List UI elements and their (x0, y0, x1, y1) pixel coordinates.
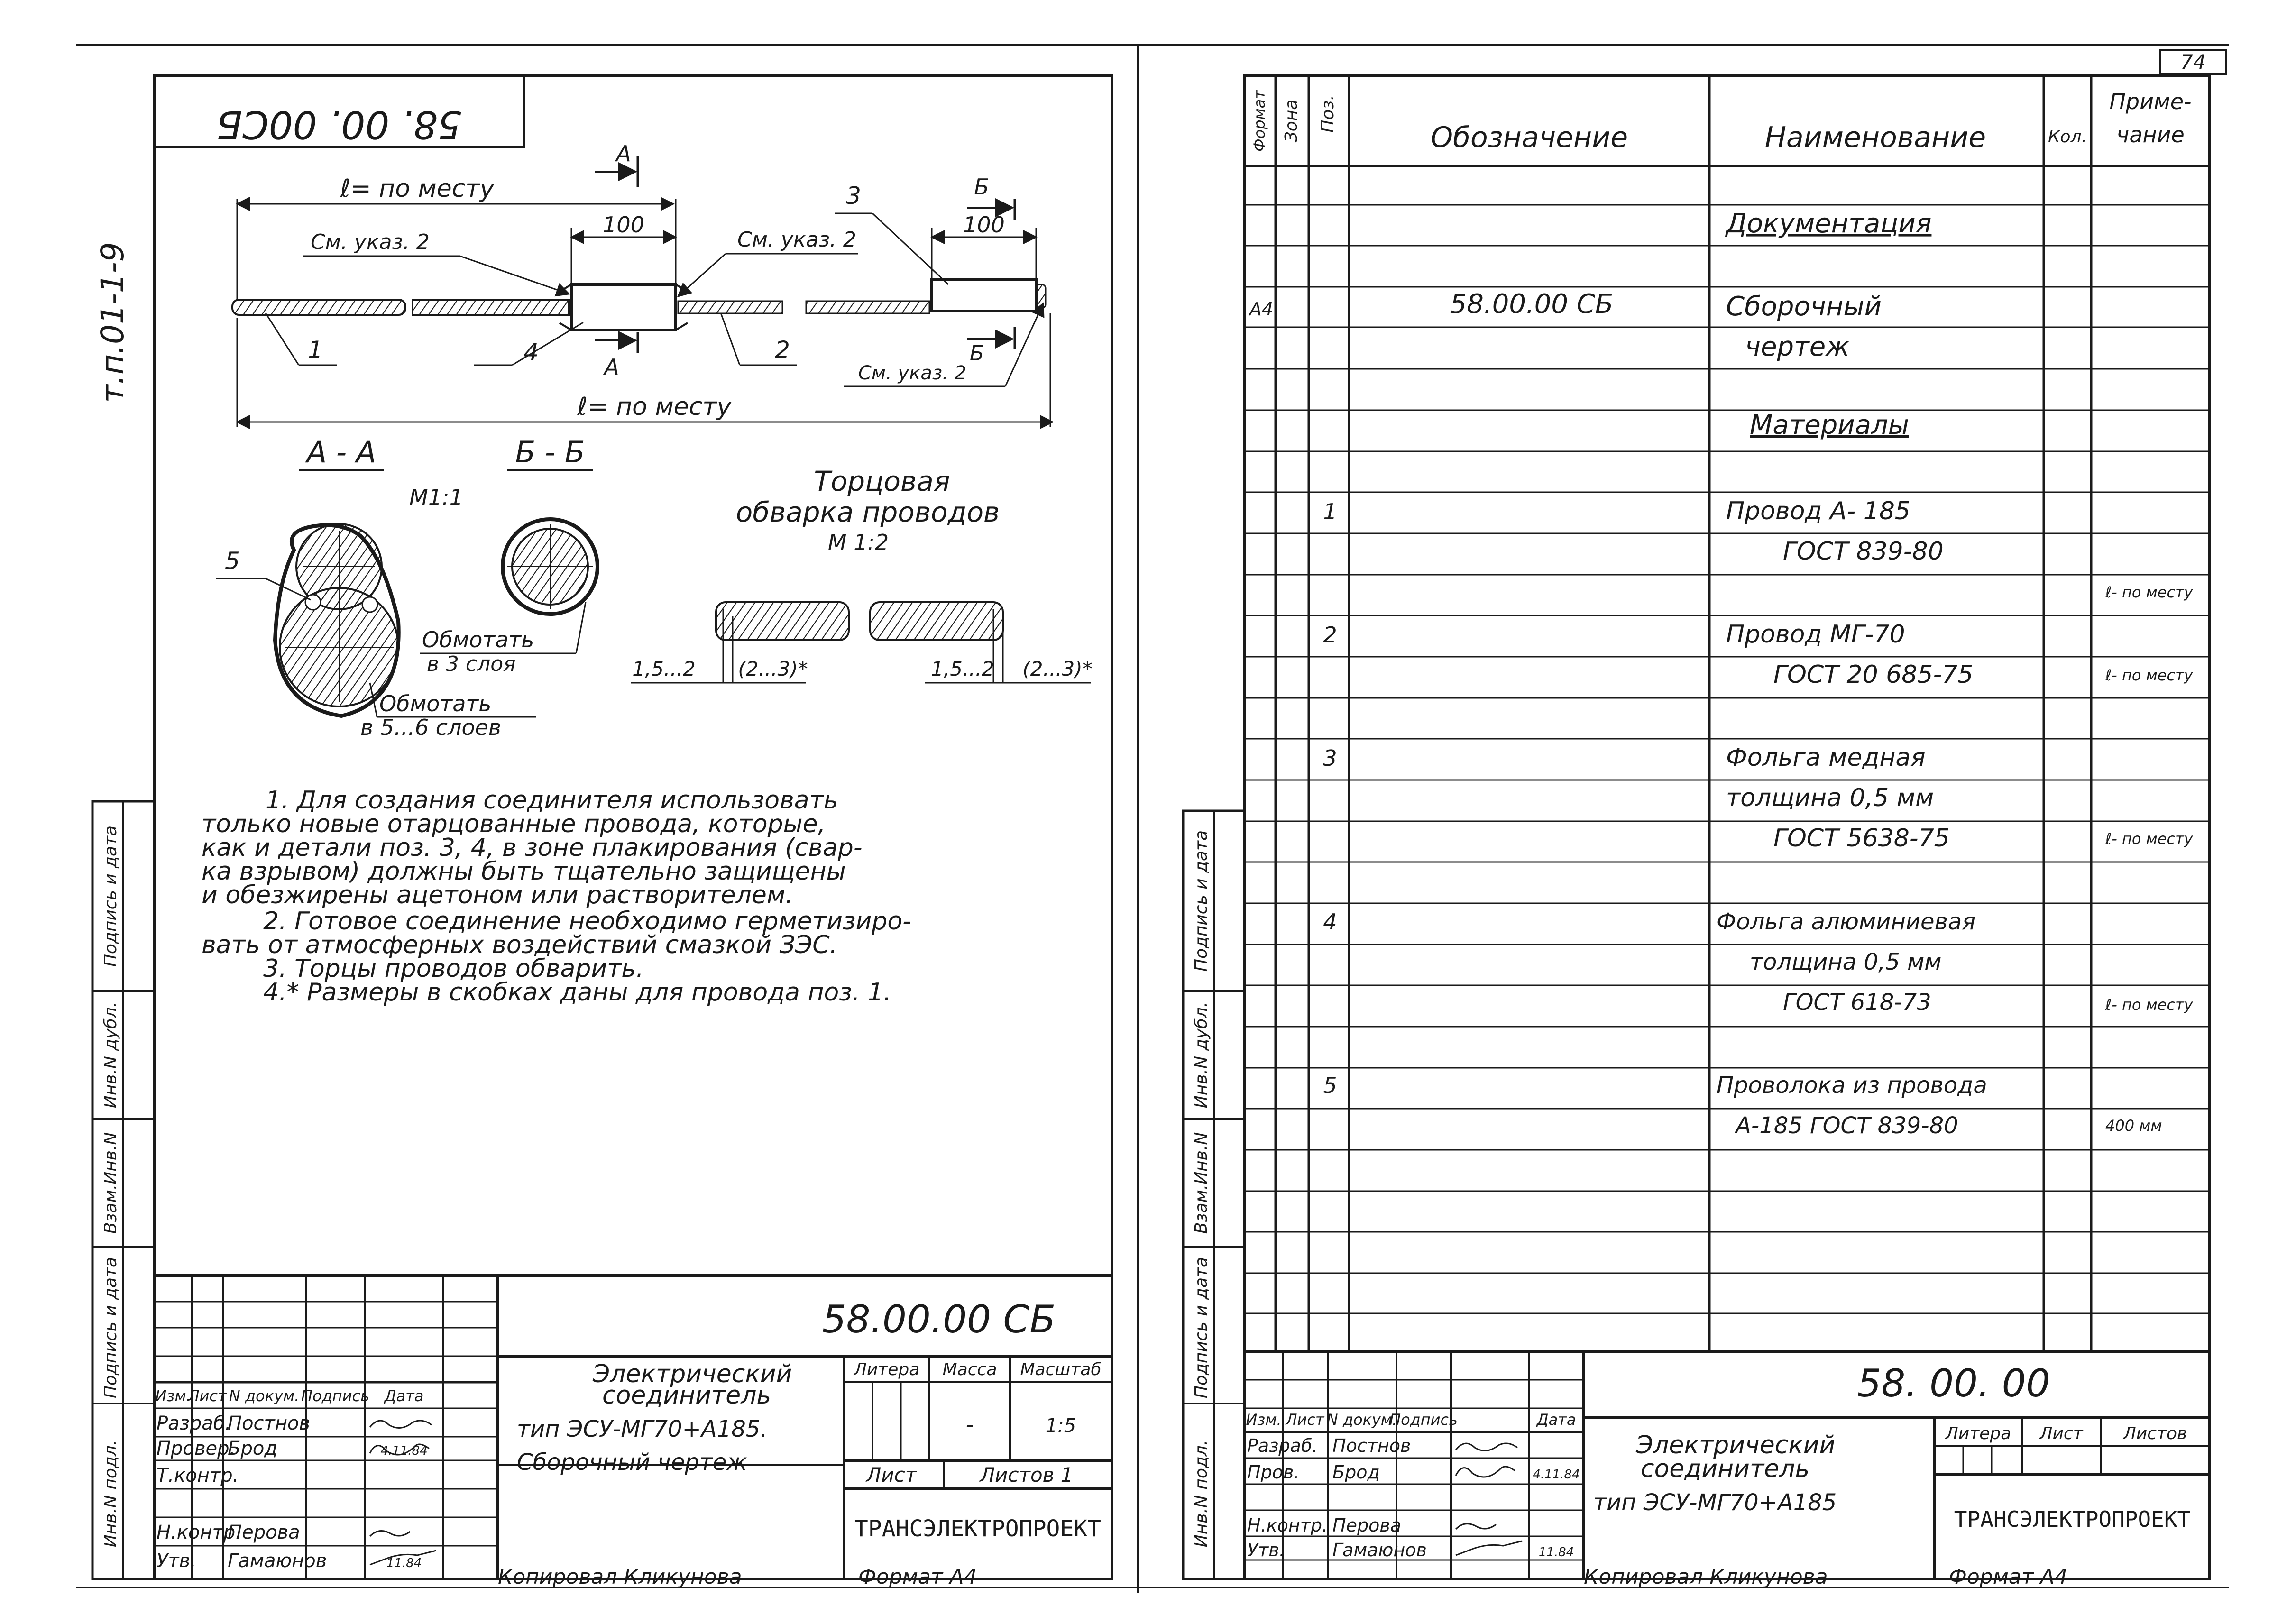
left-name-2: соединитель (602, 1381, 771, 1410)
name-prov: Брод (1332, 1462, 1380, 1483)
wrap-3-label: Обмотать (422, 627, 534, 652)
sheets-label: Листов 1 (980, 1463, 1074, 1486)
left-org-name: ТРАНСЭЛЕКТРОПРОЕКТ (854, 1515, 1102, 1542)
stamp-sign-date-2: Подпись и дата (1192, 830, 1211, 972)
right-org-name: ТРАНСЭЛЕКТРОПРОЕКТ (1954, 1506, 2191, 1532)
technical-notes (202, 786, 911, 1007)
spec-table-grid (1245, 76, 2210, 1351)
right-doc-code: 58. 00. 00 (1857, 1361, 2050, 1405)
cell-name: ГОСТ 5638-75 (1773, 824, 1950, 853)
name-prover: Брод (228, 1438, 277, 1459)
cell-name: Документация (1726, 208, 1932, 239)
section-bb (360, 435, 597, 740)
date-prov: 4.11.84 (1533, 1468, 1580, 1482)
cell-note: ℓ- по месту (2105, 583, 2193, 601)
cell-name: А-185 ГОСТ 839-80 (1736, 1112, 1958, 1139)
right-side-stamp (1183, 811, 1245, 1579)
cell-name: толщина 0,5 мм (1726, 784, 1934, 812)
hdr-name: Наименование (1764, 121, 1986, 154)
cell-name: Фольга алюминиевая (1717, 908, 1976, 935)
role-nkontr: Н.контр. (1247, 1515, 1328, 1536)
role-razrab: Разраб. (1247, 1435, 1318, 1456)
name-nkontr: Перова (1332, 1515, 1402, 1536)
stamp-vzam: Взам.Инв.N (101, 1132, 120, 1234)
weld-dim-c: 1,5...2 (931, 657, 994, 680)
hdr-litera: Литера (1945, 1424, 2011, 1443)
wire-middle-segment-2 (806, 301, 929, 313)
stamp-inv-dubl: Инв.N дубл. (101, 1001, 120, 1109)
end-weld-title-1: Торцовая (814, 465, 950, 497)
hdr-list: Лист (2039, 1424, 2083, 1443)
hdr-designation: Обозначение (1430, 121, 1628, 154)
wrap-3-sub: в 3 слоя (427, 652, 516, 676)
hdr-izm: Изм. (1246, 1411, 1282, 1429)
hdr-zone: Зона (1282, 99, 1301, 143)
cut-b-bottom: Б (969, 341, 984, 366)
dim-sleeve-right: 100 (963, 212, 1005, 238)
cell-note: ℓ- по месту (2105, 996, 2193, 1014)
end-weld-detail (631, 465, 1093, 683)
right-copied-by: Копировал Кликунова (1584, 1565, 1828, 1589)
stamp-sign-date-1: Подпись и дата (1192, 1257, 1211, 1399)
name-utv: Гамаюнов (1332, 1540, 1427, 1560)
cell-name: Провод А- 185 (1726, 497, 1910, 525)
cell-name: Сборочный (1726, 291, 1882, 322)
left-name-4: Сборочный чертеж (517, 1449, 747, 1476)
pos-callout-5: 5 (225, 547, 240, 575)
role-prov: Пров. (1247, 1462, 1300, 1483)
assembly-drawing (232, 141, 1053, 427)
weld-dim-b: (2...3)* (738, 657, 808, 680)
left-doc-code: 58.00.00 СБ (822, 1297, 1056, 1341)
cell-pos: 2 (1323, 622, 1337, 648)
sleeve-pos-4 (571, 284, 676, 330)
left-copied-by: Копировал Кликунова (498, 1565, 742, 1589)
dim-length-top: ℓ= по месту (340, 174, 495, 203)
role-utv: Утв. (156, 1550, 196, 1572)
name-nkontr: Перова (228, 1522, 300, 1543)
sheet-label: Лист (866, 1463, 917, 1486)
name-razrab: Постнов (228, 1413, 311, 1434)
note-line: 2. Готовое соединение необходимо герметизиро- (263, 907, 911, 936)
left-side-stamp (92, 801, 154, 1579)
note-ref-2: См. указ. 2 (737, 228, 856, 252)
cell-pos: 5 (1323, 1073, 1337, 1098)
signature-prov (1456, 1467, 1515, 1477)
signature-utv (1456, 1541, 1522, 1555)
cell-name: Фольга медная (1726, 743, 1926, 772)
hdr-doc: N докум. (229, 1387, 300, 1405)
right-title-block (1245, 1351, 2210, 1579)
note-line: и обезжирены ацетоном или растворителем. (202, 881, 793, 909)
name-utv: Гамаюнов (228, 1550, 327, 1572)
hdr-doc: N докум. (1326, 1411, 1397, 1429)
right-sheet (1183, 76, 2210, 1589)
rotated-code: 58. 00. 00СБ (216, 102, 462, 147)
date-prover: 4.11.84 (380, 1444, 428, 1458)
wrap-56-label: Обмотать (379, 691, 492, 716)
pos-callout-3: 3 (846, 182, 861, 210)
right-name-3: тип ЭСУ-МГ70+А185 (1593, 1489, 1837, 1516)
cell-designation: 58.00.00 СБ (1450, 289, 1614, 320)
signature-nkontr (370, 1531, 410, 1536)
signature-razrab (1456, 1443, 1517, 1450)
signature-razrab (370, 1421, 432, 1428)
cell-note: 400 мм (2105, 1117, 2162, 1135)
left-title-block (154, 1275, 1112, 1579)
hdr-format: Формат (1250, 90, 1268, 152)
cell-pos: 4 (1323, 909, 1337, 935)
wire-middle-segment-1 (678, 301, 782, 313)
note-line: вать от атмосферных воздействий смазкой ЗЭС. (202, 931, 838, 959)
cell-pos: 3 (1323, 745, 1337, 771)
note-line: 3. Торцы проводов обварить. (263, 954, 644, 983)
stamp-sign-date-1: Подпись и дата (101, 1257, 120, 1399)
pos-callout-2: 2 (775, 336, 790, 364)
left-sheet (92, 76, 1112, 1589)
weld-dim-d: (2...3)* (1022, 657, 1093, 680)
cell-name: толщина 0,5 мм (1750, 949, 1942, 975)
date-utv: 11.84 (1538, 1545, 1574, 1560)
note-line: только новые отарцованные провода, которые, (202, 810, 826, 838)
cell-name: Проволока из провода (1717, 1072, 1987, 1099)
date-utv: 11.84 (386, 1556, 422, 1570)
signature-nkontr (1456, 1524, 1496, 1529)
hdr-date: Дата (1536, 1411, 1576, 1429)
cell-name: ГОСТ 839-80 (1783, 537, 1944, 566)
right-name-1: Электрический (1636, 1431, 1836, 1459)
wire-right-end (1036, 284, 1046, 308)
spec-table-content (1248, 208, 2194, 1139)
right-format: Формат А4 (1949, 1565, 2068, 1589)
page-number: 74 (2180, 50, 2206, 73)
stamp-vzam: Взам.Инв.N (1192, 1132, 1211, 1234)
pos-callout-1: 1 (308, 336, 323, 364)
note-line: ка взрывом) должны быть тщательно защищены (202, 857, 846, 886)
right-name-2: соединитель (1641, 1455, 1810, 1483)
hdr-izm: Изм. (155, 1387, 191, 1405)
hdr-note-2: чание (2116, 122, 2185, 147)
role-razrab: Разраб. (156, 1413, 231, 1434)
dim-length-bottom: ℓ= по месту (577, 393, 732, 421)
role-prover: Провер. (156, 1438, 236, 1459)
cell-name: чертеж (1745, 331, 1850, 362)
hdr-note-1: Приме- (2109, 89, 2192, 114)
wrap-56-sub: в 5...6 слоев (360, 715, 502, 740)
cell-pos: 1 (1323, 499, 1337, 524)
hdr-sign: Подпись (301, 1387, 369, 1405)
left-name-3: тип ЭСУ-МГ70+А185. (517, 1416, 768, 1442)
hdr-listov: Листов (2123, 1424, 2187, 1443)
cut-a-top: А (616, 141, 631, 166)
hdr-qty: Кол. (2048, 127, 2087, 147)
end-weld-title-2: обварка проводов (735, 496, 1000, 528)
role-nkontr: Н.контр. (156, 1522, 241, 1543)
stamp-inv-podl: Инв.N подл. (1192, 1440, 1211, 1548)
cell-name: ГОСТ 20 685-75 (1773, 661, 1974, 689)
note-line: 4.* Размеры в скобках даны для провода поз. 1. (263, 978, 891, 1007)
hdr-pos: Поз. (1318, 95, 1338, 133)
section-aa (216, 435, 463, 716)
hdr-sign: Подпись (1389, 1411, 1458, 1429)
massa-value: - (965, 1412, 974, 1437)
cut-a-bottom: А (604, 354, 619, 380)
dim-sleeve-left: 100 (603, 212, 644, 238)
stamp-sign-date-2: Подпись и дата (101, 825, 120, 967)
left-name-1: Электрический (593, 1360, 792, 1388)
hdr-massa: Масса (942, 1360, 997, 1379)
hdr-litera: Литера (854, 1360, 920, 1379)
stamp-inv-podl: Инв.N подл. (101, 1440, 120, 1548)
section-bb-title: Б - Б (515, 435, 585, 469)
name-razrab: Постнов (1332, 1435, 1411, 1456)
left-format: Формат А4 (858, 1565, 977, 1589)
stamp-inv-dubl: Инв.N дубл. (1192, 1001, 1211, 1109)
note-ref-3: См. указ. 2 (858, 362, 967, 384)
section-aa-title: А - А (306, 435, 377, 469)
scale-11: М1:1 (409, 485, 463, 510)
pos-callout-4: 4 (523, 339, 539, 366)
role-utv: Утв. (1247, 1540, 1285, 1560)
hdr-date: Дата (384, 1387, 424, 1405)
scale-12: М 1:2 (827, 530, 889, 555)
cell-name: Провод МГ-70 (1726, 620, 1905, 649)
wire-left-segment-1 (232, 300, 405, 315)
side-code: т.п.01-1-9 (94, 242, 131, 403)
note-line: как и детали поз. 3, 4, в зоне плакирования (свар- (202, 834, 863, 862)
role-tkontr: Т.контр. (156, 1465, 239, 1486)
cell-format: А4 (1249, 299, 1274, 320)
weld-dim-a: 1,5...2 (632, 657, 696, 680)
hdr-list: Лист (1286, 1411, 1324, 1429)
wire-left-segment-2 (413, 300, 569, 315)
hdr-masshtab: Масштаб (1020, 1360, 1102, 1379)
note-ref-1: См. указ. 2 (311, 230, 430, 254)
scale-value: 1:5 (1045, 1415, 1076, 1437)
cell-name: ГОСТ 618-73 (1783, 989, 1931, 1016)
hdr-list: Лист (188, 1387, 227, 1405)
cell-name: Материалы (1750, 410, 1909, 440)
cell-note: ℓ- по месту (2105, 666, 2193, 684)
cut-b-top: Б (974, 174, 989, 200)
note-line: 1. Для создания соединителя использовать (266, 786, 838, 815)
cell-note: ℓ- по месту (2105, 830, 2193, 848)
